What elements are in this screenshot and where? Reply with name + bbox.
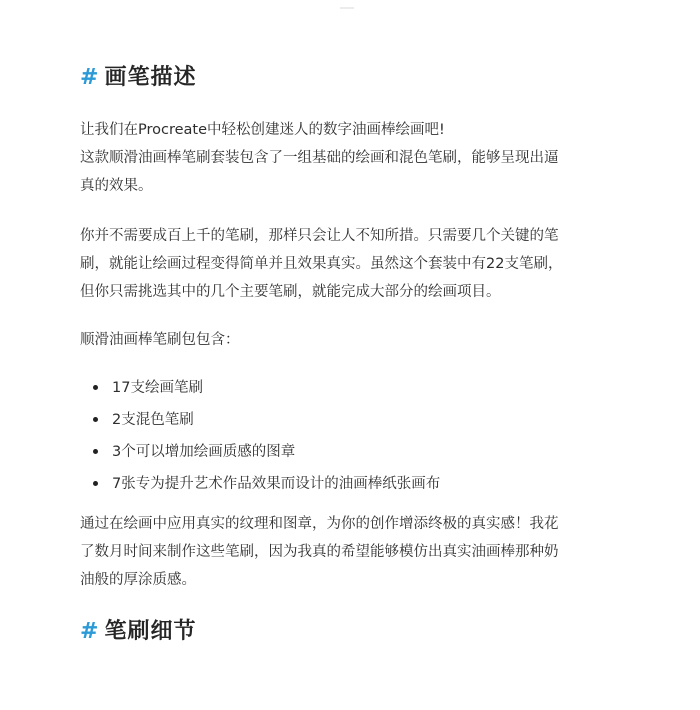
list-item — [80, 436, 620, 468]
bullet-icon — [93, 449, 98, 454]
list-item-text: 7张专为提升艺术作品效果而设计的油画棒纸张画布 — [112, 476, 441, 492]
body-line: 但你只需挑选其中的几个主要笔刷，就能完成大部分的绘画项目。 — [80, 284, 501, 300]
list-item — [80, 372, 620, 404]
bullet-icon — [93, 481, 98, 486]
body-line: 你并不需要成百上千的笔刷，那样只会让人不知所措。只需要几个关键的笔 — [80, 228, 559, 244]
outro-line: 油般的厚涂质感。 — [80, 572, 196, 588]
list-item-text: 2支混色笔刷 — [112, 412, 194, 428]
heading-text: 画笔描述 — [104, 65, 197, 90]
intro-paragraph — [80, 116, 620, 200]
section-heading-brush-details — [80, 616, 196, 648]
outro-paragraph — [80, 510, 620, 594]
includes-label: 顺滑油画棒笔刷包包含： — [80, 332, 240, 348]
feature-list — [80, 372, 620, 500]
list-item-text: 3个可以增加绘画质感的图章 — [112, 444, 296, 460]
outro-line: 通过在绘画中应用真实的纹理和图章，为你的创作增添终极的真实感！我花 — [80, 516, 559, 532]
list-item — [80, 468, 620, 500]
section-heading-description — [80, 62, 196, 94]
intro-line: 这款顺滑油画棒笔刷套装包含了一组基础的绘画和混色笔刷，能够呈现出逼 — [80, 150, 559, 166]
bullet-icon — [93, 385, 98, 390]
intro-line: 真的效果。 — [80, 178, 153, 194]
list-item-text: 17支绘画笔刷 — [112, 380, 203, 396]
list-item — [80, 404, 620, 436]
heading-text: 笔刷细节 — [104, 619, 197, 644]
intro-line: 让我们在Procreate中轻松创建迷人的数字油画棒绘画吧! — [80, 122, 445, 138]
heading-hash-mark: # — [80, 619, 100, 644]
body-paragraph — [80, 222, 620, 306]
heading-hash-mark: # — [80, 65, 100, 90]
outro-line: 了数月时间来制作这些笔刷，因为我真的希望能够模仿出真实油画棒那种奶 — [80, 544, 559, 560]
body-line: 刷，就能让绘画过程变得简单并且效果真实。虽然这个套装中有22支笔刷， — [80, 256, 563, 272]
bullet-icon — [93, 417, 98, 422]
top-divider-mark — [340, 7, 354, 9]
